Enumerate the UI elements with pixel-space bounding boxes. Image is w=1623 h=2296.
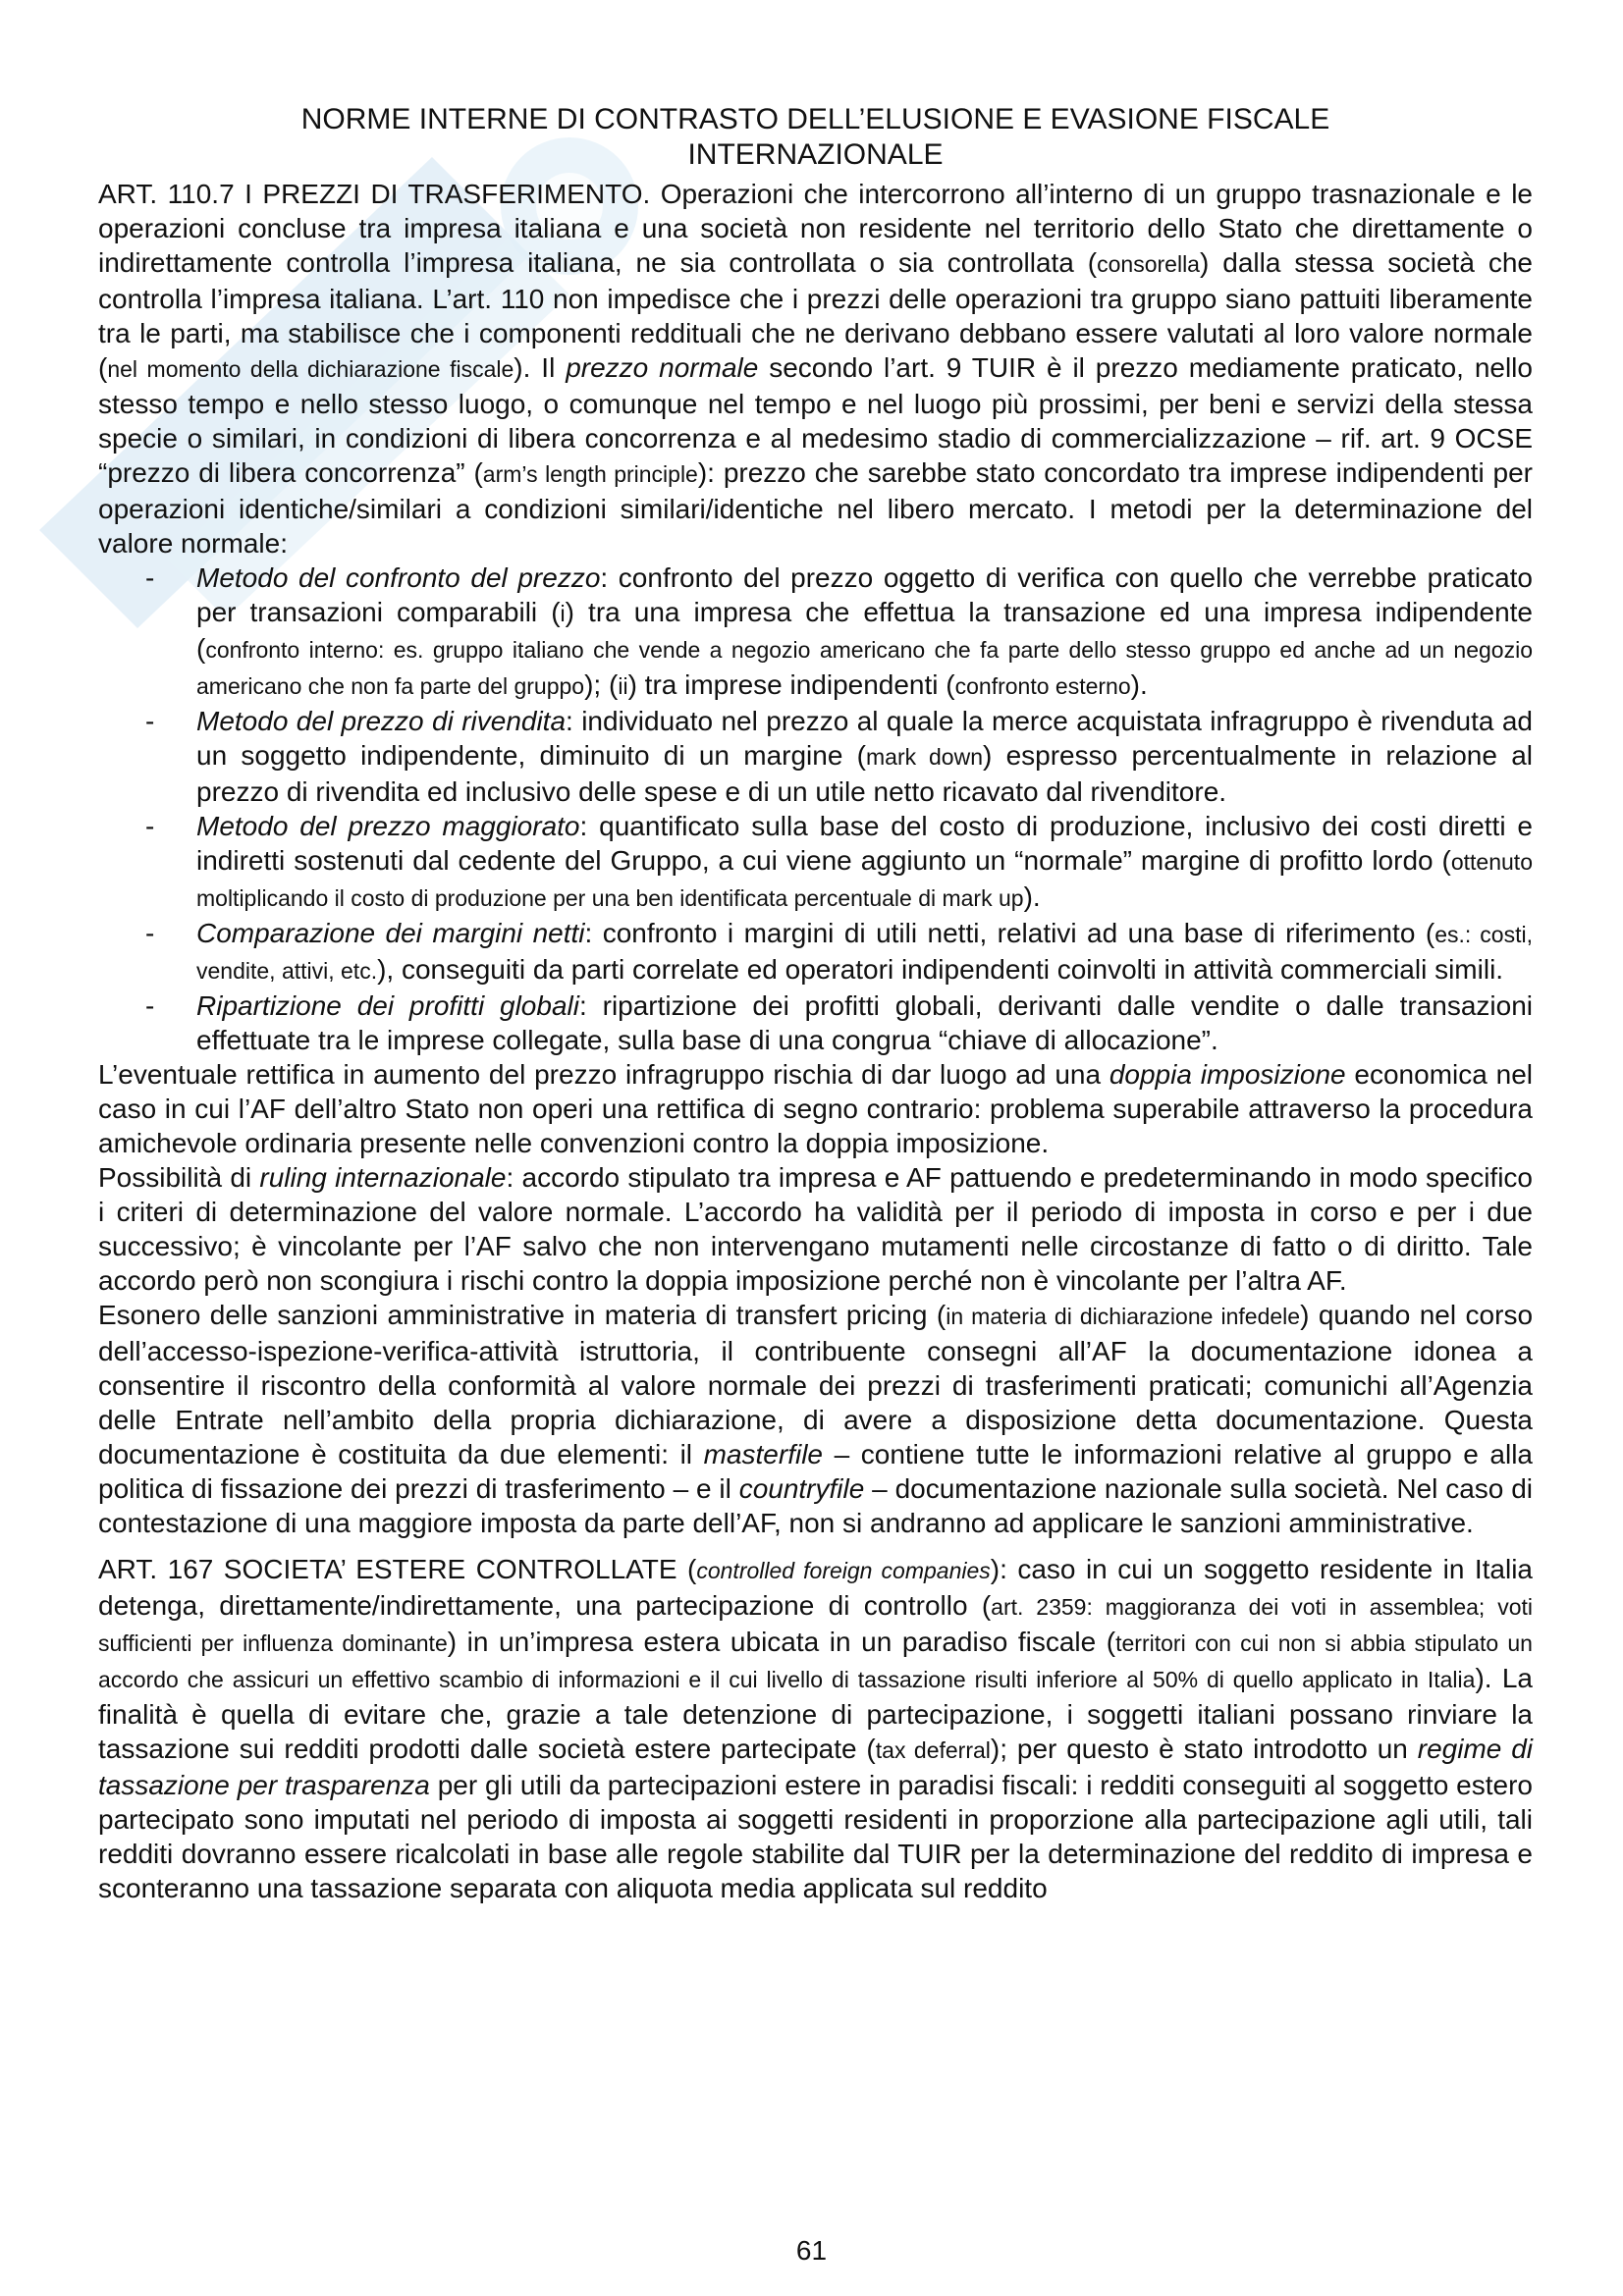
list-item: - Metodo del prezzo maggiorato: quantificato sulla base del costo di produzione, inclusivo dei costi diretti e indiretti sostenuti dal cedente del Gruppo, a cui viene aggiunto un “normale” margine di profitto lordo (ottenuto moltiplicando il costo di produzione per una ben identificata percentuale di mark up). (145, 811, 1534, 912)
list-item: - Metodo del prezzo di rivendita: individuato nel prezzo al quale la merce acquistata infragruppo è rivenduta ad un soggetto indipendente, diminuito di un margine (mark down) espresso percentualmente in relazione al prezzo di rivendita ed inclusivo delle spese e di un utile netto ricavato dal rivenditore. (145, 706, 1534, 807)
list-item: - Metodo del confronto del prezzo: confronto del prezzo oggetto di verifica con quello che verrebbe praticato per transazioni comparabili (i) tra una impresa che effettua la transazione ed una impresa indipendente (confronto interno: es. gruppo italiano che vende a negozio americano che fa parte dello stesso gruppo ed anche ad un negozio americano che non fa parte del gruppo); (ii) tra imprese indipendenti (confronto esterno). (145, 562, 1534, 700)
methods-list (98, 561, 1533, 1057)
paragraph-transfer-pricing: ART. 110.7 I PREZZI DI TRASFERIMENTO. Operazioni che intercorrono all’interno di un gruppo trasnazionale e le operazioni concluse tra impresa italiana e una società non residente nel territorio dello Stato che direttamente o indirettamente controlla l’impresa italiana, ne sia controllata o sia controllata (consorella) dalla stessa società che controlla l’impresa italiana. L’art. 110 non impedisce che i prezzi delle operazioni tra gruppo siano pattuiti liberamente tra le parti, ma stabilisce che i componenti reddituali che ne derivano debbano essere valutati al loro valore normale (nel momento della dichiarazione fiscale). Il prezzo normale secondo l’art. 9 TUIR è il prezzo mediamente praticato, nello stesso tempo e nello stesso luogo, o comunque nel tempo e nel luogo più prossimi, per beni e servizi della stessa specie o similari, in condizioni di libera concorrenza e al medesimo stadio di commercializzazione – rif. art. 9 OCSE “prezzo di libera concorrenza” (arm’s length principle): prezzo che sarebbe stato concordato tra imprese indipendenti per operazioni identiche/similari a condizioni similari/identiche nel libero mercato. I metodi per la determinazione del valore normale: (98, 179, 1534, 559)
document-title (98, 102, 1533, 173)
document-page (98, 102, 1533, 1905)
paragraph-double-taxation: L’eventuale rettifica in aumento del prezzo infragruppo rischia di dar luogo ad una doppia imposizione economica nel caso in cui l’AF dell’altro Stato non operi una rettifica di segno contrario: problema superabile attraverso la procedura amichevole ordinaria presente nelle convenzioni contro la doppia imposizione. (98, 1059, 1533, 1158)
paragraph-sanctions: Esonero delle sanzioni amministrative in materia di transfert pricing (in materia di dichiarazione infedele) quando nel corso dell’accesso-ispezione-verifica-attività istruttoria, il contribuente consegni all’AF la documentazione idonea a consentire il riscontro della conformità al valore normale dei prezzi di trasferimenti praticati; comunichi all’Agenzia delle Entrate nell’ambito della propria dichiarazione, di avere a disposizione detta documentazione. Questa documentazione è costituita da due elementi: il masterfile – contiene tutte le informazioni relative al gruppo e alla politica di fissazione dei prezzi di trasferimento – e il countryfile – documentazione nazionale sulla società. Nel caso di contestazione di una maggiore imposta da parte dell’AF, non si andranno ad applicare le sanzioni amministrative. (98, 1300, 1534, 1538)
title-line-2: INTERNAZIONALE (687, 138, 944, 171)
paragraph-cfc: ART. 167 SOCIETA’ ESTERE CONTROLLATE (controlled foreign companies): caso in cui un soggetto residente in Italia detenga, direttamente/indirettamente, una partecipazione di controllo (art. 2359: maggioranza dei voti in assemblea; voti sufficienti per influenza dominante) in un’impresa estera ubicata in un paradiso fiscale (territori con cui non si abbia stipulato un accordo che assicuri un effettivo scambio di informazioni e il cui livello di tassazione risulti inferiore al 50% di quello applicato in Italia). La finalità è quella di evitare che, grazie a tale detenzione di partecipazione, i soggetti italiani possano rinviare la tassazione sui redditi prodotti dalle società estere partecipate (tax deferral); per questo è stato introdotto un regime di tassazione per trasparenza per gli utili da partecipazioni estere in paradisi fiscali: i redditi conseguiti al soggetto estero partecipato sono imputati nel periodo di imposta ai soggetti residenti in proporzione alla partecipazione agli utili, tali redditi dovranno essere ricalcolati in base alle regole stabilite dal TUIR per la determinazione del reddito di impresa e sconteranno una tassazione separata con aliquota media applicata sul reddito (98, 1554, 1534, 1903)
page-number: 61 (795, 2235, 828, 2266)
title-line-1: NORME INTERNE DI CONTRASTO DELL’ELUSIONE E EVASIONE FISCALE (300, 103, 1330, 135)
list-item: - Comparazione dei margini netti: confronto i margini di utili netti, relativi ad una base di riferimento (es.: costi, vendite, attivi, etc.), conseguiti da parti correlate ed operatori indipendenti coinvolti in attività commerciali simili. (145, 918, 1533, 985)
paragraph-ruling: Possibilità di ruling internazionale: accordo stipulato tra impresa e AF pattuendo e predeterminando in modo specifico i criteri di determinazione del valore normale. L’accordo ha validità per il periodo di imposta in corso e per i due successivo; è vincolante per l’AF salvo che non intervengano mutamenti nelle circostanze di fatto o di diritto. Tale accordo però non scongiura i rischi contro la doppia imposizione perché non è vincolante per l’altra AF. (98, 1162, 1533, 1296)
list-item: - Ripartizione dei profitti globali: ripartizione dei profitti globali, derivanti dalle vendite o dalle transazioni effettuate tra le imprese collegate, sulla base di una congrua “chiave di allocazione”. (145, 990, 1534, 1055)
